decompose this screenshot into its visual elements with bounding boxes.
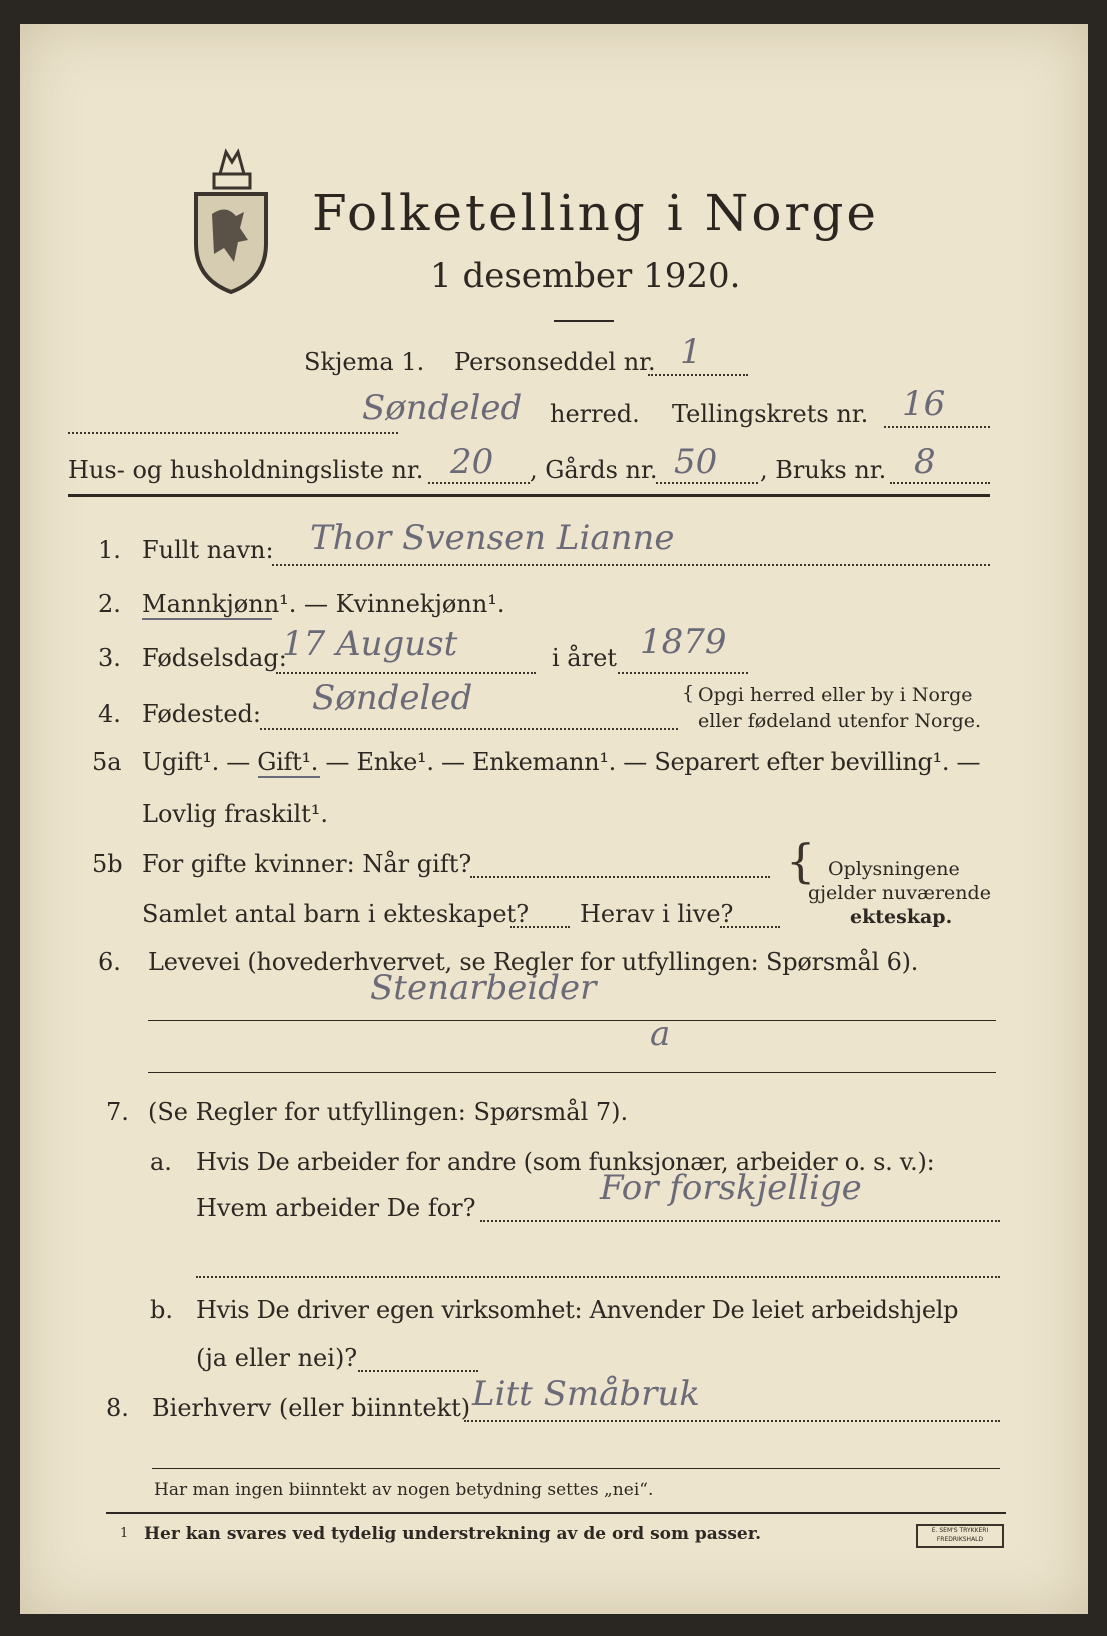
occupation-value: Stenarbeider [370,968,597,1008]
birthplace-note-2: eller fødeland utenfor Norge. [698,710,982,732]
q7b-letter: b. [150,1296,173,1324]
marriage-note-3: ekteskap. [850,906,953,928]
personseddel-label: Personseddel nr. [454,348,656,376]
q7-label: (Se Regler for utfyllingen: Spørsmål 7). [148,1098,629,1126]
q1-label: Fullt navn: [142,536,274,564]
q4-label: Fødested: [142,700,261,728]
q8-number: 8. [106,1394,129,1422]
section-divider [68,494,990,497]
q2-number: 2. [98,590,121,618]
hus-value: 20 [450,442,494,482]
gards-label: , Gårds nr. [530,456,658,484]
census-date: 1 desember 1920. [430,256,741,296]
q3-label: Fødselsdag: [142,644,287,672]
q7a-employer-label: Hvem arbeider De for? [196,1194,476,1222]
year-label: i året [552,644,617,672]
alive-label: Herav i live? [580,900,734,928]
q3-number: 3. [98,644,121,672]
personseddel-value: 1 [680,332,702,372]
marriage-note-1: Oplysningene [828,858,960,880]
hus-label: Hus- og husholdningsliste nr. [68,456,424,484]
q1-number: 1. [98,536,121,564]
gender-underline [142,618,272,620]
q7-number: 7. [106,1098,129,1126]
brace-icon: { [786,834,816,888]
q5b-number: 5b [92,850,123,878]
side-income-note: Har man ingen biinntekt av nogen betydning settes „nei“. [154,1480,654,1500]
gards-value: 50 [674,442,718,482]
bruks-value: 8 [914,442,936,482]
birth-year-value: 1879 [640,622,727,662]
footnote-mark: 1 [120,1526,129,1541]
bruks-label: , Bruks nr. [760,456,887,484]
children-label: Samlet antal barn i ekteskapet? [142,900,530,928]
q8-label: Bierhverv (eller biinntekt) [152,1394,471,1422]
census-form [20,24,1088,1614]
gender-options: Mannkjønn¹. — Kvinnekjønn¹. [142,590,505,618]
q7b-question: Hvis De driver egen virksomhet: Anvender De leiet arbeidshjelp [196,1296,959,1324]
side-occupation-value: Litt Småbruk [472,1374,700,1414]
q4-number: 4. [98,700,121,728]
full-name-value: Thor Svensen Lianne [310,518,675,558]
marital-options-2: Lovlig fraskilt¹. [142,800,329,828]
divider [554,320,614,322]
q7a-question: Hvis De arbeider for andre (som funksjonær, arbeider o. s. v.): [196,1148,935,1176]
form-title: Folketelling i Norge [312,184,879,242]
q6-number: 6. [98,948,121,976]
schema-label: Skjema 1. [304,348,425,376]
bracket-icon: { [682,682,695,704]
married-when-label: For gifte kvinner: Når gift? [142,850,472,878]
herred-label: herred. [550,400,640,428]
birthdate-value: 17 August [282,624,458,664]
tellingskrets-label: Tellingskrets nr. [672,400,869,428]
marriage-note-2: gjelder nuværende [808,882,991,904]
q5a-number: 5a [92,748,122,776]
footnote: Her kan svares ved tydelig understrekning av de ord som passer. [144,1524,762,1544]
coat-of-arms-icon [190,144,272,294]
q7a-letter: a. [150,1148,172,1176]
marital-options: Ugift¹. — Gift¹. — Enke¹. — Enkemann¹. — Separert efter bevilling¹. — [142,748,981,776]
q7b-label: (ja eller nei)? [196,1344,358,1372]
q6-label: Levevei (hovederhvervet, se Regler for utfyllingen: Spørsmål 6). [148,948,919,976]
birthplace-note-1: Opgi herred eller by i Norge [698,684,973,706]
marital-underline [258,776,320,778]
tellingskrets-value: 16 [902,384,946,424]
printer-stamp: E. SEM'S TRYKKERI FREDRIKSHALD [916,1524,1004,1548]
birthplace-value: Søndeled [312,678,473,718]
employer-value: For forskjellige [600,1168,862,1208]
herred-value: Søndeled [362,388,523,428]
occupation-code: a [650,1014,671,1054]
